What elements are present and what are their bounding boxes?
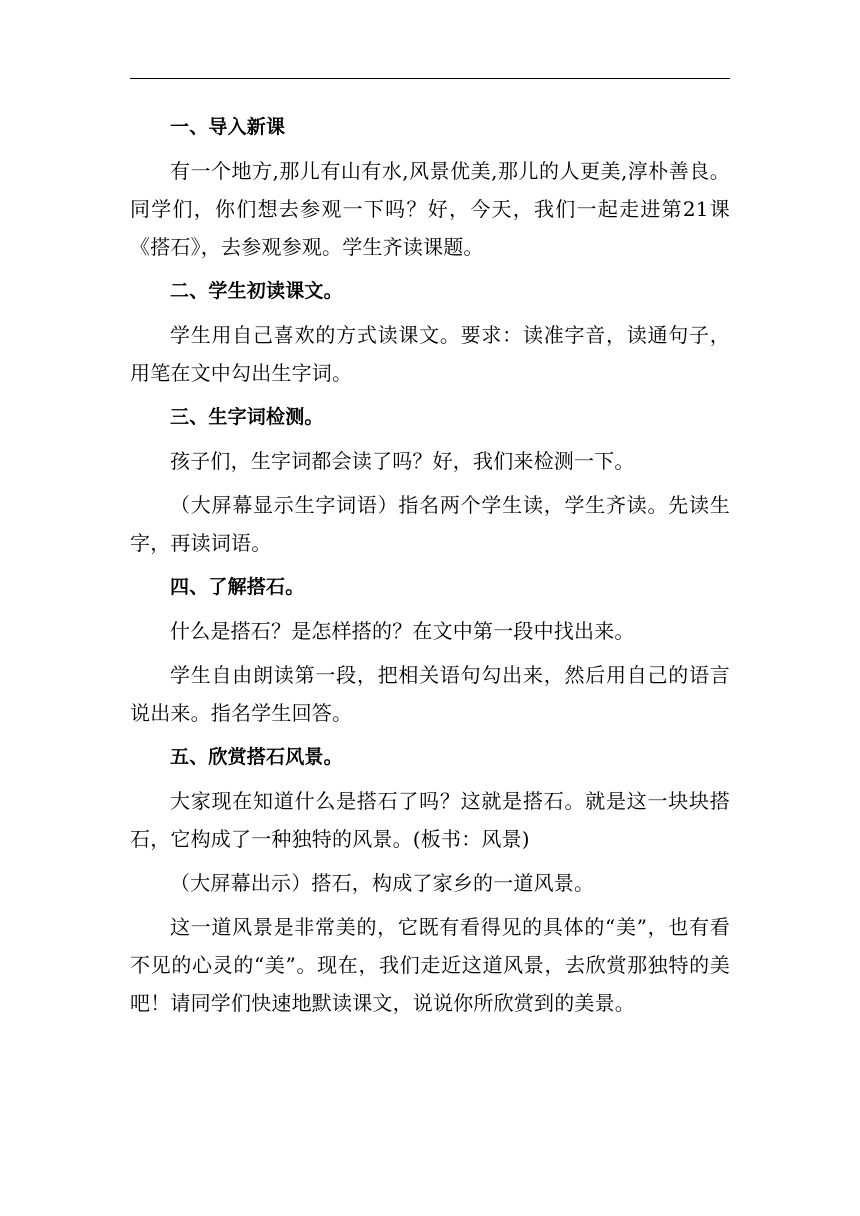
section-heading-1: 一、导入新课 [170, 116, 286, 138]
paragraph: 学生用自己喜欢的方式读课文。要求：读准字音，读通句子，用笔在文中勾出生字词。 [130, 323, 730, 385]
paragraph: 大家现在知道什么是搭石了吗？这就是搭石。就是这一块块搭石，它构成了一种独特的风景。(板书：风景) [130, 789, 730, 851]
section-heading-3: 三、生字词检测。 [170, 406, 324, 428]
paragraph: （大屏幕出示）搭石，构成了家乡的一道风景。 [170, 871, 595, 895]
document-body [130, 108, 730, 1028]
paragraph: （大屏幕显示生字词语）指名两个学生读，学生齐读。先读生字，再读词语。 [130, 493, 730, 555]
header-rule [130, 78, 730, 79]
paragraph: 学生自由朗读第一段，把相关语句勾出来，然后用自己的语言说出来。指名学生回答。 [130, 663, 730, 725]
paragraph: 什么是搭石？是怎样搭的？在文中第一段中找出来。 [170, 619, 635, 643]
section-heading-5: 五、欣赏搭石风景。 [170, 746, 343, 768]
paragraph: 这一道风景是非常美的，它既有看得见的具体的“美”，也有看不见的心灵的“美”。现在，我们走近这道风景，去欣赏那独特的美吧！请同学们快速地默读课文，说说你所欣赏到的美景。 [130, 915, 730, 1015]
section-heading-4: 四、了解搭石。 [170, 576, 305, 598]
section-heading-2: 二、学生初读课文。 [170, 280, 343, 302]
paragraph: 有一个地方,那儿有山有水,风景优美,那儿的人更美,淳朴善良。同学们，你们想去参观一下吗？好，今天，我们一起走进第21课《搭石》，去参观参观。学生齐读课题。 [130, 159, 730, 259]
paragraph: 孩子们，生字词都会读了吗？好，我们来检测一下。 [170, 449, 635, 473]
